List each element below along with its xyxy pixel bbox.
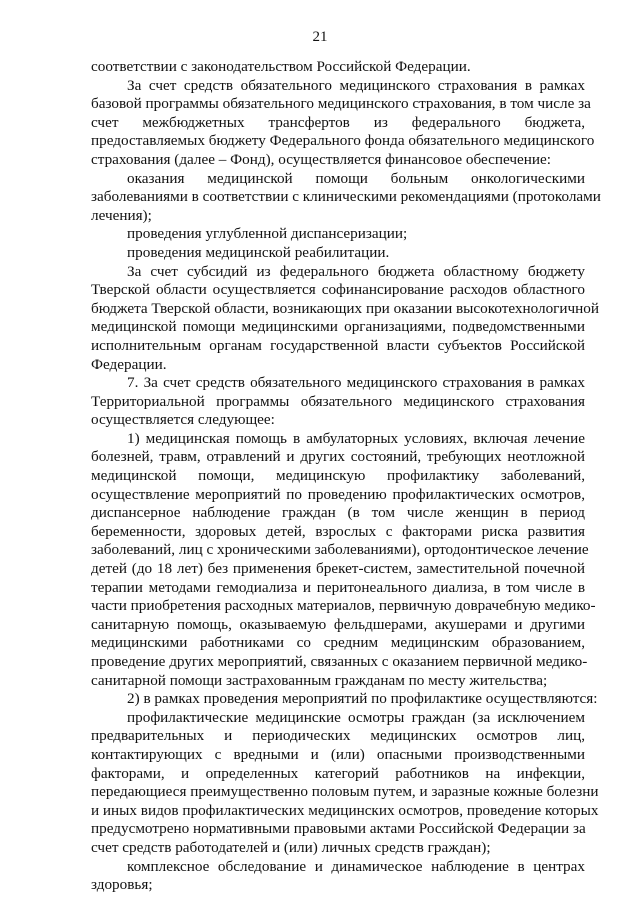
text-line: Тверской области осуществляется софинансирование расходов областного	[91, 281, 585, 299]
text-line: диспансерное наблюдение граждан (в том числе женщин в период	[91, 504, 585, 522]
text-line: оказания медицинской помощи больным онкологическими	[127, 169, 585, 187]
text-line: базовой программы обязательного медицинского страхования, в том числе за	[91, 95, 591, 113]
text-line: предварительных и периодических медицинских осмотров лиц,	[91, 727, 585, 745]
text-line: части приобретения расходных материалов, первичную доврачебную медико-	[91, 597, 596, 615]
text-line: страхования (далее – Фонд), осуществляется финансовое обеспечение:	[91, 150, 551, 168]
text-line: проведения углубленной диспансеризации;	[127, 225, 408, 243]
text-line: заболеваниями в соответствии с клиническими рекомендациями (протоколами	[91, 188, 601, 206]
text-line: 2) в рамках проведения мероприятий по профилактике осуществляются:	[127, 690, 598, 708]
text-line: За счет субсидий из федерального бюджета областному бюджету	[127, 262, 585, 280]
text-line: профилактические медицинские осмотры граждан (за исключением	[127, 708, 585, 726]
text-line: осуществляется следующее:	[91, 411, 275, 429]
text-line: 1) медицинская помощь в амбулаторных условиях, включая лечение	[127, 429, 585, 447]
text-line: Территориальной программы обязательного медицинского страхования	[91, 392, 585, 410]
text-line: контактирующих с вредными и (или) опасными производственными	[91, 745, 585, 763]
text-line: предоставляемых бюджету Федерального фонда обязательного медицинского	[91, 132, 595, 150]
text-line: счет средств работодателей и (или) личных средств граждан);	[91, 838, 491, 856]
text-line: 7. За счет средств обязательного медицинского страхования в рамках	[127, 374, 585, 392]
text-line: детей (до 18 лет) без применения брекет-систем, заместительной почечной	[91, 560, 585, 578]
text-line: медицинской помощи медицинскими организациями, подведомственными	[91, 318, 585, 336]
text-line: комплексное обследование и динамическое наблюдение в центрах	[127, 857, 585, 875]
text-line: счет межбюджетных трансфертов из федерального бюджета,	[91, 113, 585, 131]
text-line: медицинскими работниками со средним медицинским образованием,	[91, 634, 585, 652]
text-line: проведения медицинской реабилитации.	[127, 243, 390, 261]
text-line: осуществление мероприятий по проведению профилактических осмотров,	[91, 485, 585, 503]
text-line: санитарную помощь, оказываемую фельдшерами, акушерами и другими	[91, 615, 585, 633]
page-number: 21	[312, 29, 328, 45]
text-line: беременности, здоровых детей, взрослых с факторами риска развития	[91, 522, 585, 540]
text-line: предусмотрено нормативными правовыми актами Российской Федерации за	[91, 820, 586, 838]
text-line: соответствии с законодательством Российской Федерации.	[91, 58, 471, 75]
text-line: передающиеся преимущественно половым путем, и заразные кожные болезни	[91, 783, 599, 801]
text-line: бюджета Тверской области, возникающих при оказании высокотехнологичной	[91, 299, 600, 317]
text-line: болезней, травм, отравлений и других состояний, требующих неотложной	[91, 448, 585, 466]
text-line: заболеваний, лиц с хроническими заболеваниями), ортодонтическое лечение	[91, 541, 589, 559]
text-line: исполнительным органам государственной власти субъектов Российской	[91, 336, 585, 354]
text-line: и иных видов профилактических медицинских осмотров, проведение которых	[91, 801, 599, 819]
document-body	[91, 58, 601, 895]
text-line: Федерации.	[91, 355, 167, 373]
text-line: факторами, и определенных категорий работников на инфекции,	[91, 764, 585, 782]
text-line: терапии методами гемодиализа и перитонеального диализа, в том числе в	[91, 578, 585, 596]
text-line: лечения);	[91, 206, 152, 224]
text-line: здоровья;	[91, 876, 153, 894]
text-line: медицинской помощи, медицинскую профилактику заболеваний,	[91, 467, 585, 485]
text-line: За счет средств обязательного медицинского страхования в рамках	[127, 76, 585, 94]
text-line: санитарной помощи застрахованным гражданам по месту жительства;	[91, 671, 548, 689]
text-line: проведение других мероприятий, связанных с оказанием первичной медико-	[91, 653, 588, 670]
